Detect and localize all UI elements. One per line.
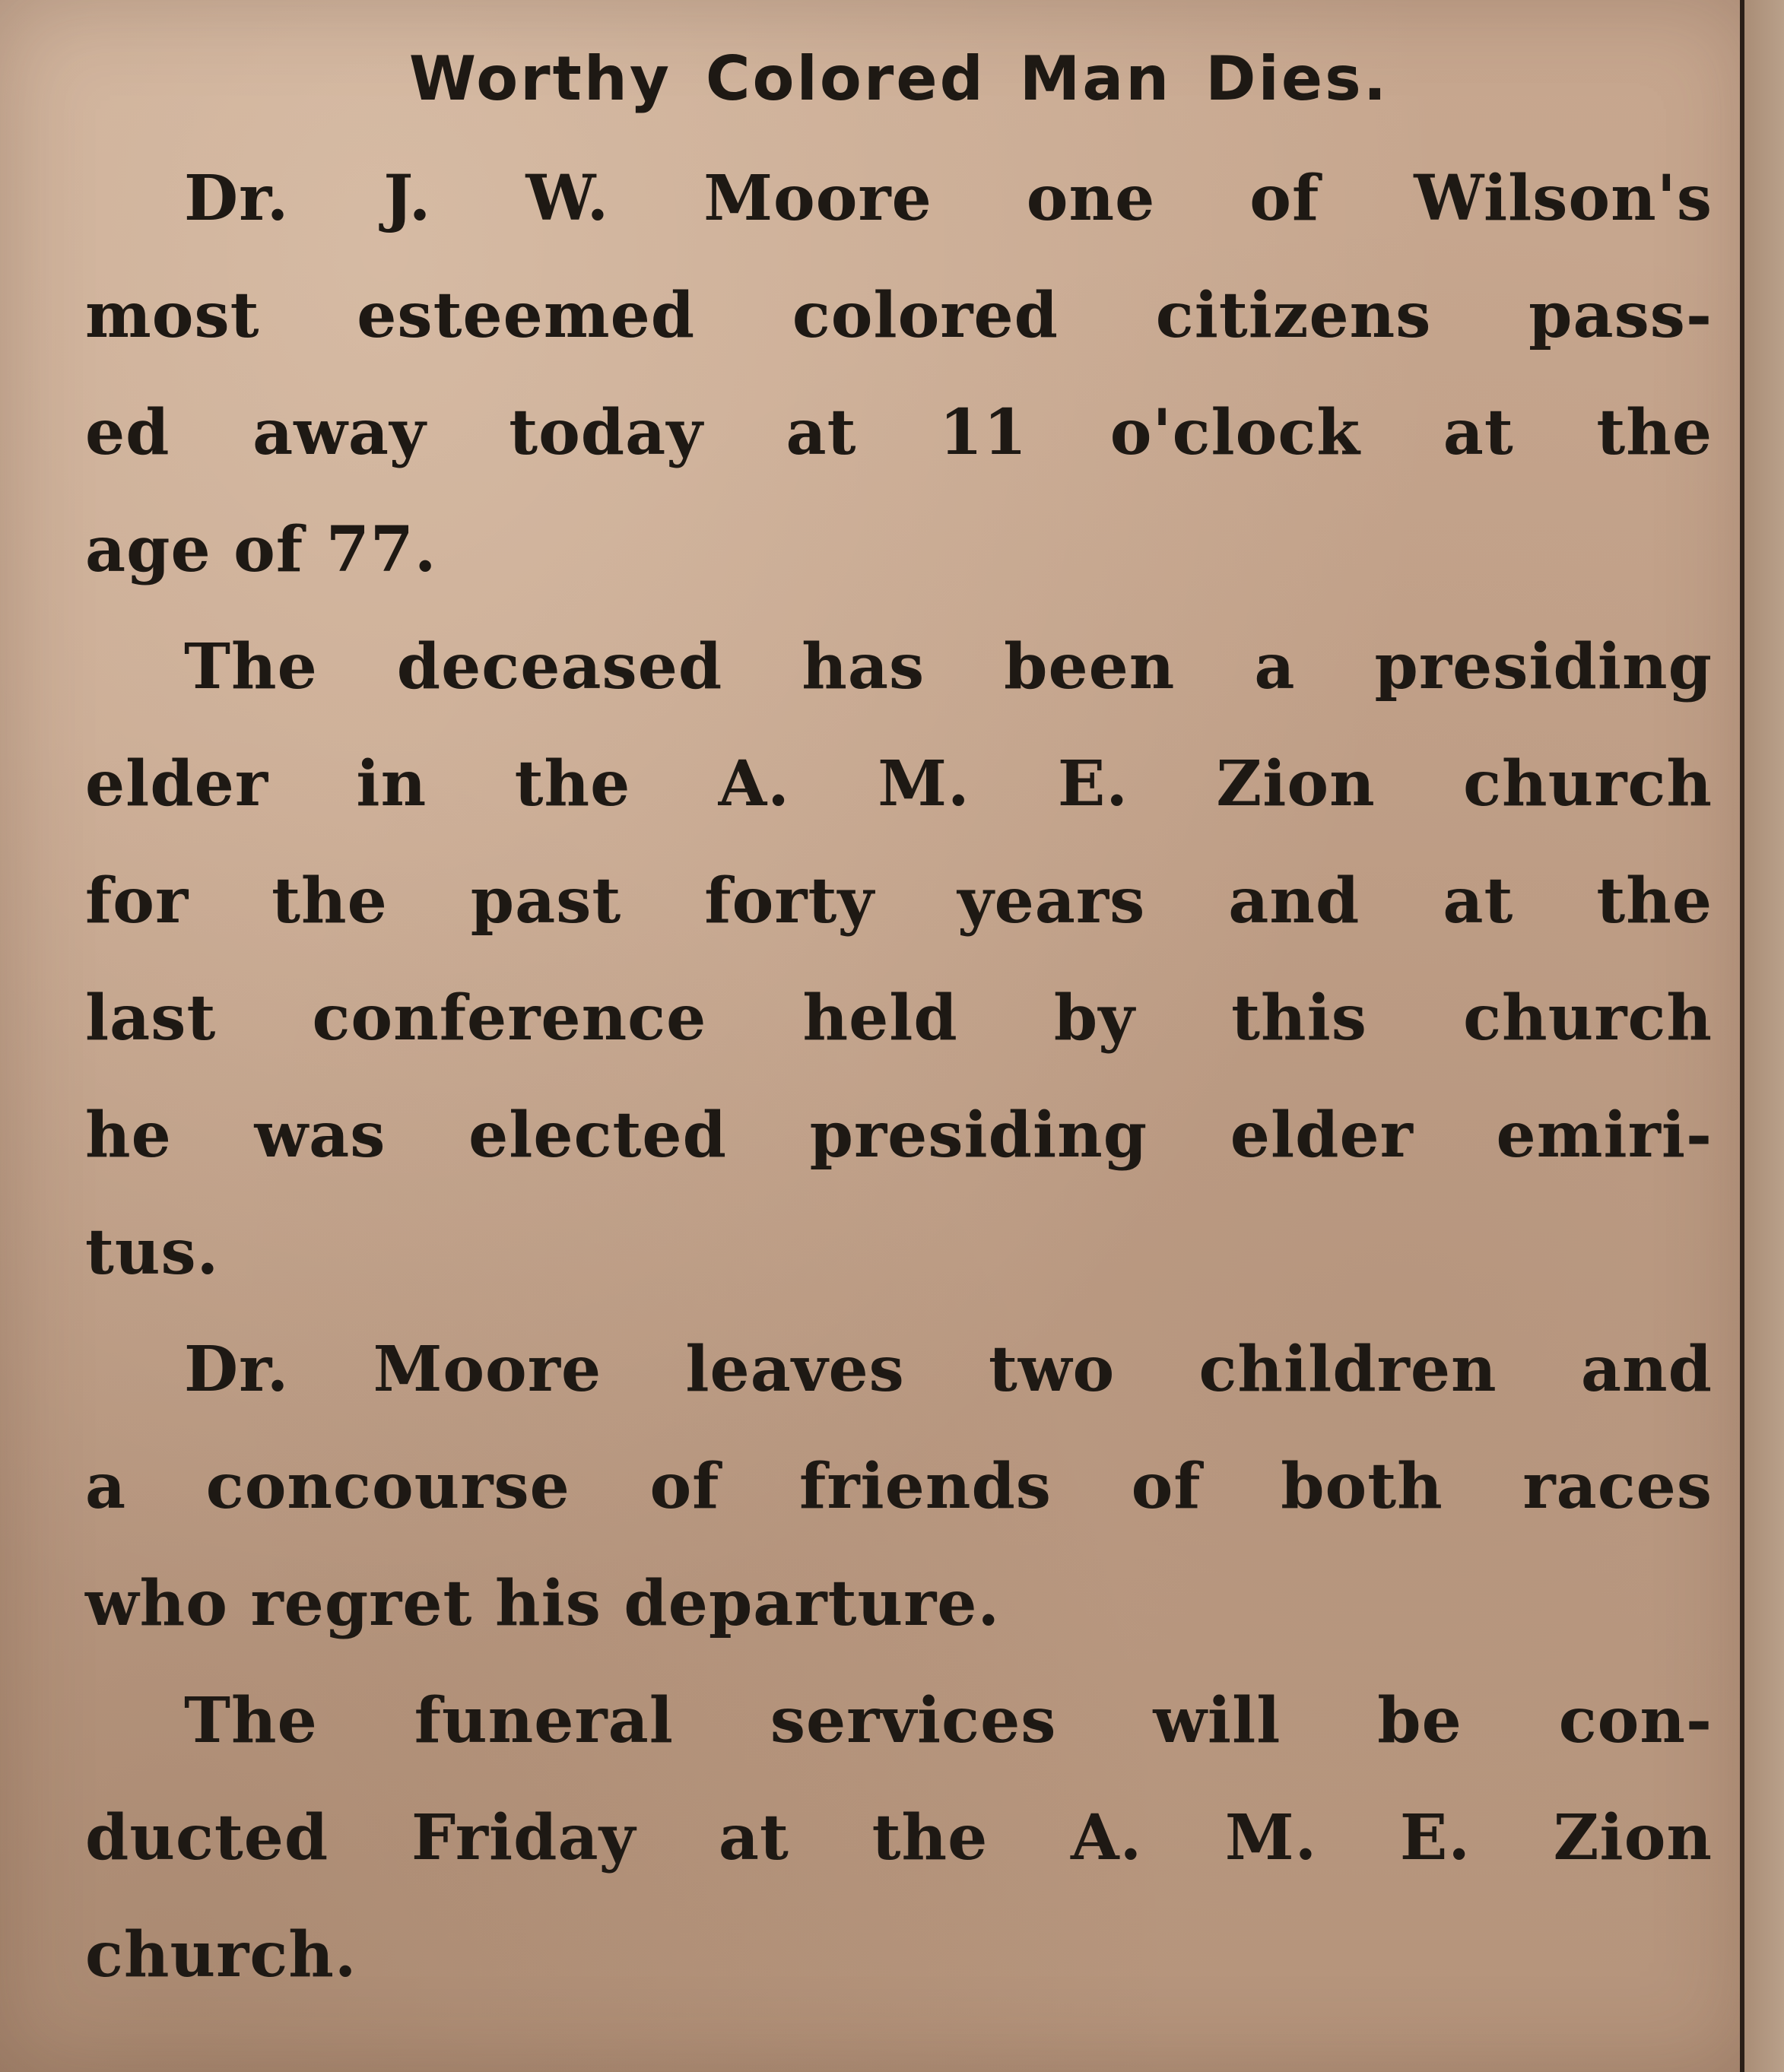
text-line: Dr. Moore leaves two children and: [184, 1333, 1713, 1406]
text-line: ducted Friday at the A. M. E. Zion: [85, 1801, 1713, 1874]
text-line: elder in the A. M. E. Zion church: [85, 747, 1713, 820]
text-line: who regret his departure.: [85, 1567, 1001, 1640]
text-line: most esteemed colored citizens pass-: [85, 279, 1713, 352]
paragraph-4: [85, 1662, 1713, 2013]
text-line: church.: [85, 1918, 357, 1991]
text-line: for the past forty years and at the: [85, 865, 1713, 938]
text-line: last conference held by this church: [85, 982, 1713, 1055]
text-line: The funeral services will be con-: [184, 1684, 1713, 1757]
text-line: Dr. J. W. Moore one of Wilson's: [184, 162, 1713, 235]
headline: Worthy Colored Man Dies.: [408, 43, 1389, 114]
text-line: The deceased has been a presiding: [184, 630, 1713, 703]
paragraph-2: [85, 608, 1713, 1311]
text-line: a concourse of friends of both races: [85, 1450, 1713, 1523]
paragraph-3: [85, 1311, 1713, 1662]
paragraph-1: [85, 140, 1713, 608]
adjacent-page-edge: [1744, 0, 1784, 2072]
text-line: he was elected presiding elder emiri-: [85, 1099, 1713, 1172]
text-line: age of 77.: [85, 513, 437, 586]
text-line: ed away today at 11 o'clock at the: [85, 396, 1713, 469]
article: [85, 43, 1713, 2013]
text-line: tus.: [85, 1216, 220, 1289]
